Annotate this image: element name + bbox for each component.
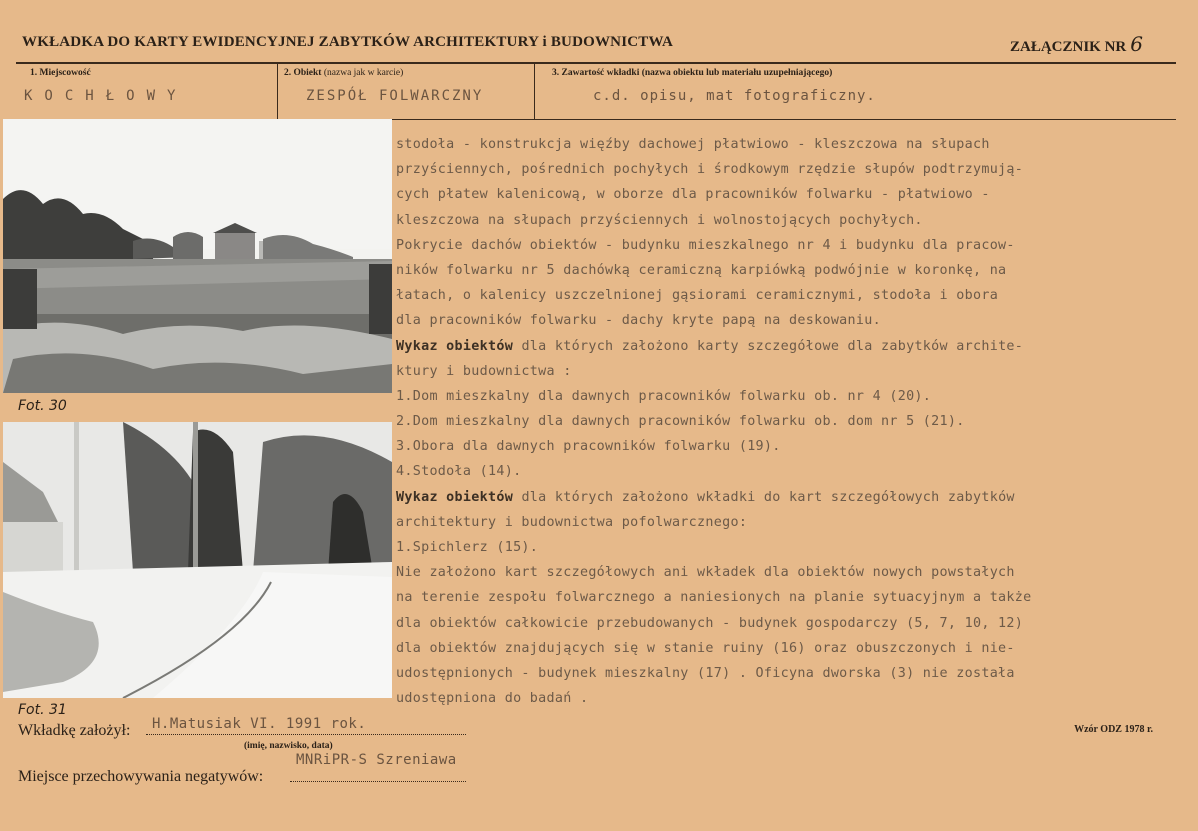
line-text: na terenie zespołu folwarcznego a naniesionych na planie sytuacyjnym a także [396,590,1032,606]
text-line [396,409,1181,434]
divider [534,64,535,120]
text-line [396,434,1181,459]
object-label [284,68,403,78]
line-text: dla obiektów całkowicie przebudowanych - budynek gospodarczy (5, 7, 10, 12) [396,615,1024,631]
text-line [396,308,1181,333]
annex-label-text: ZAŁĄCZNIK NR [1010,39,1127,55]
object-value: ZESPÓŁ FOLWARCZNY [306,88,484,104]
place-value: KOCHŁOWY [24,88,188,104]
bold-heading: Wykaz obiektów [396,489,514,505]
text-line [396,283,1181,308]
content-label-text: 3. Zawartość wkładki [552,68,640,78]
text-line [396,132,1181,157]
text-line [396,334,1181,359]
text-line [396,485,1181,510]
photo-caption: Fot. 31 [18,702,67,718]
line-text: ników folwarku nr 5 dachówką ceramiczną karpiówką podwójnie w koronkę, na [396,262,1007,278]
description-text [396,132,1181,711]
line-text: ktury i budownictwa : [396,363,572,379]
line-text: udostępniona do badań . [396,691,589,707]
annex-label [1010,32,1143,56]
photo-caption: Fot. 30 [18,398,67,414]
line-text: łatach, o kalenicy uszczelnionej gąsiorami ceramicznymi, stodoła i obora [396,288,999,304]
text-line [396,384,1181,409]
text-line [396,258,1181,283]
place-label: 1. Miejscowość [30,68,91,78]
storage-value: MNRiPR-S Szreniawa [296,752,457,768]
text-line [396,560,1181,585]
text-line [396,359,1181,384]
content-label-hint: (nazwa obiektu lub materiału uzupełniającego) [641,68,833,78]
annex-number: 6 [1130,32,1143,56]
header-rule [16,62,1176,64]
text-line [396,535,1181,560]
text-line [396,157,1181,182]
line-text: 1.Dom mieszkalny dla dawnych pracowników folwarku ob. nr 4 (20). [396,388,932,404]
text-line [396,585,1181,610]
text-line [396,459,1181,484]
photo-road-trees [3,422,392,698]
text-line [396,510,1181,535]
content-value: c.d. opisu, mat fotograficzny. [593,88,876,104]
form-title: WKŁADKA DO KARTY EWIDENCYJNEJ ZABYTKÓW ARCHITEKTURY i BUDOWNICTWA [22,34,674,50]
author-value: H.Matusiak VI. 1991 rok. [152,716,367,732]
content-label [552,68,832,78]
divider [277,64,278,120]
line-text: 2.Dom mieszkalny dla dawnych pracowników folwarku ob. dom nr 5 (21). [396,414,965,430]
form-template-note: Wzór ODZ 1978 r. [1074,724,1153,735]
line-text: dla których założono karty szczegółowe dla zabytków archite- [513,338,1024,354]
line-text: przyściennych, pośrednich pochyłych i środkowym rzędzie słupów podtrzymują- [396,162,1024,178]
storage-line [290,781,466,782]
line-text: dla obiektów znajdujących się w stanie ruiny (16) oraz obuszczonych i nie- [396,640,1015,656]
text-line [396,182,1181,207]
line-text: 3.Obora dla dawnych pracowników folwarku (19). [396,439,781,455]
text-line [396,611,1181,636]
line-text: Nie założono kart szczegółowych ani wkładek dla obiektów nowych powstałych [396,565,1015,581]
line-text: architektury i budownictwa pofolwarcznego: [396,514,748,530]
object-label-text: 2. Obiekt [284,68,322,78]
line-text: 1.Spichlerz (15). [396,540,539,555]
author-hint: (imię, nazwisko, data) [244,741,333,751]
line-text: Pokrycie dachów obiektów - budynku mieszkalnego nr 4 i budynku dla pracow- [396,237,1015,253]
line-text: dla pracowników folwarku - dachy kryte papą na deskowaniu. [396,313,881,329]
text-line [396,208,1181,233]
author-label: Wkładkę założył: [18,722,131,739]
line-text: dla których założono wkładki do kart szczegółowych zabytków [513,489,1015,505]
text-line [396,661,1181,686]
line-text: 4.Stodoła (14). [396,464,522,480]
text-line [396,686,1181,711]
line-text: stodoła - konstrukcja więźby dachowej płatwiowo - kleszczowa na słupach [396,137,990,152]
text-line [396,233,1181,258]
bold-heading: Wykaz obiektów [396,338,514,354]
object-label-hint: (nazwa jak w karcie) [323,68,404,78]
line-text: udostępnionych - budynek mieszkalny (17) . Oficyna dworska (3) nie została [396,665,1015,681]
storage-label: Miejsce przechowywania negatywów: [18,768,264,785]
photo-field-landscape [3,119,392,393]
author-line [146,734,466,735]
line-text: cych płatew kalenicową, w oborze dla pracowników folwarku - płatwiowo - [396,187,990,203]
text-line [396,636,1181,661]
line-text: kleszczowa na słupach przyściennych i wolnostojących pochyłych. [396,212,923,228]
